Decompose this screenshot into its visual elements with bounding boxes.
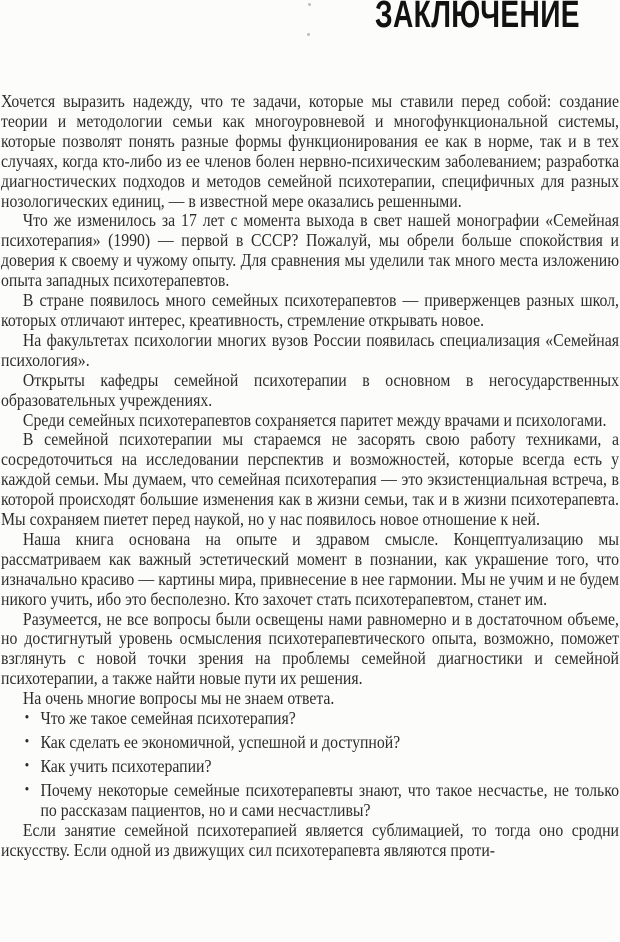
final-paragraph: Если занятие семейной психотерапией является сублимацией, то тогда оно сродни искусству. Если одной из движущих сил психотерапевта являются проти- [1, 819, 620, 860]
scan-speck-top [308, 3, 311, 6]
paragraph: Наша книга основана на опыте и здравом смысле. Концептуализацию мы рассматриваем как важный эстетический момент в познании, как украшение того, что изначально красиво — картины мира, привнесение в нее гармонии. Мы не учим и не будем никого учить, ибо это бесполезно. Кто захочет стать психотерапевтом, станет им. [1, 528, 620, 609]
list-item [1, 733, 619, 753]
body-text [1, 92, 619, 860]
paragraph: В семейной психотерапии мы стараемся не засорять свою работу техниками, а сосредоточиться на исследовании перспектив и возможностей, которые всегда есть у каждой семьи. Мы думаем, что семейная психотерапия — это экзистенциальная встреча, в которой происходят большие изменения как в жизни семьи, так и в жизни психотерапевта. Мы сохраняем пиетет перед наукой, но у нас появилось новое отношение к ней. [1, 429, 620, 530]
list-item-text: Как учить психотерапии? [40, 755, 212, 776]
paragraph: На очень многие вопросы мы не знаем ответа. [22, 688, 335, 709]
bullet-list [1, 709, 619, 821]
bullet-icon: • [24, 710, 30, 727]
paragraph: Хочется выразить надежду, что те задачи, которые мы ставили перед собой: создание теории и методологии семьи как многоуровневой и многофункциональной системы, которые позволят понять разные формы функционирования ее как в норме, так и в тех случаях, когда кто-либо из ее членов болен нервно-психическим заболеванием; разработка диагностических подходов и методов семейной психотерапии, специфичных для разных нозологических единиц, — в известной мере оказались решенными. [1, 91, 620, 211]
list-item-text: Почему некоторые семейные психотерапевты знают, что такое несчастье, не только по рассказам пациентов, но и сами несчастливы? [40, 779, 620, 820]
list-item [1, 781, 619, 821]
paragraph: Разумеется, не все вопросы были освещены нами равномерно и в достаточном объеме, но достигнутый уровень осмысления психотерапевтического опыта, возможно, поможет взглянуть с новой точки зрения на проблемы семейной диагностики и семейной психотерапии, а также найти новые пути их решения. [1, 608, 620, 689]
bullet-icon: • [24, 757, 30, 774]
list-item-text: Как сделать ее экономичной, успешной и доступной? [40, 732, 401, 752]
chapter-heading: ЗАКЛЮЧЕНИЕ [375, 0, 580, 36]
list-item [1, 757, 619, 777]
scan-speck-bottom [307, 33, 310, 36]
bullet-icon: • [24, 781, 30, 798]
paragraph: Что же изменилось за 17 лет с момента выхода в свет нашей монографии «Семейная психотерапия» (1990) — первой в СССР? Пожалуй, мы обрели больше спокойствия и доверия к своему и чужому опыту. Для сравнения мы уделили так много места изложению опыта западных психотерапевтов. [1, 210, 620, 291]
paragraph: Среди семейных психотерапевтов сохраняется паритет между врачами и психологами. [22, 409, 607, 430]
bullet-icon: • [24, 734, 30, 750]
paragraph: Открыты кафедры семейной психотерапии в основном в негосударственных образовательных учреждениях. [1, 369, 620, 410]
list-item-text: Что же такое семейная психотерапия? [40, 708, 296, 729]
paragraph: На факультетах психологии многих вузов России появилась специализация «Семейная психология». [1, 329, 620, 370]
list-item [1, 709, 619, 729]
paragraph: В стране появилось много семейных психотерапевтов — приверженцев разных школ, которых отличают интерес, креативность, стремление открывать новое. [1, 290, 620, 330]
